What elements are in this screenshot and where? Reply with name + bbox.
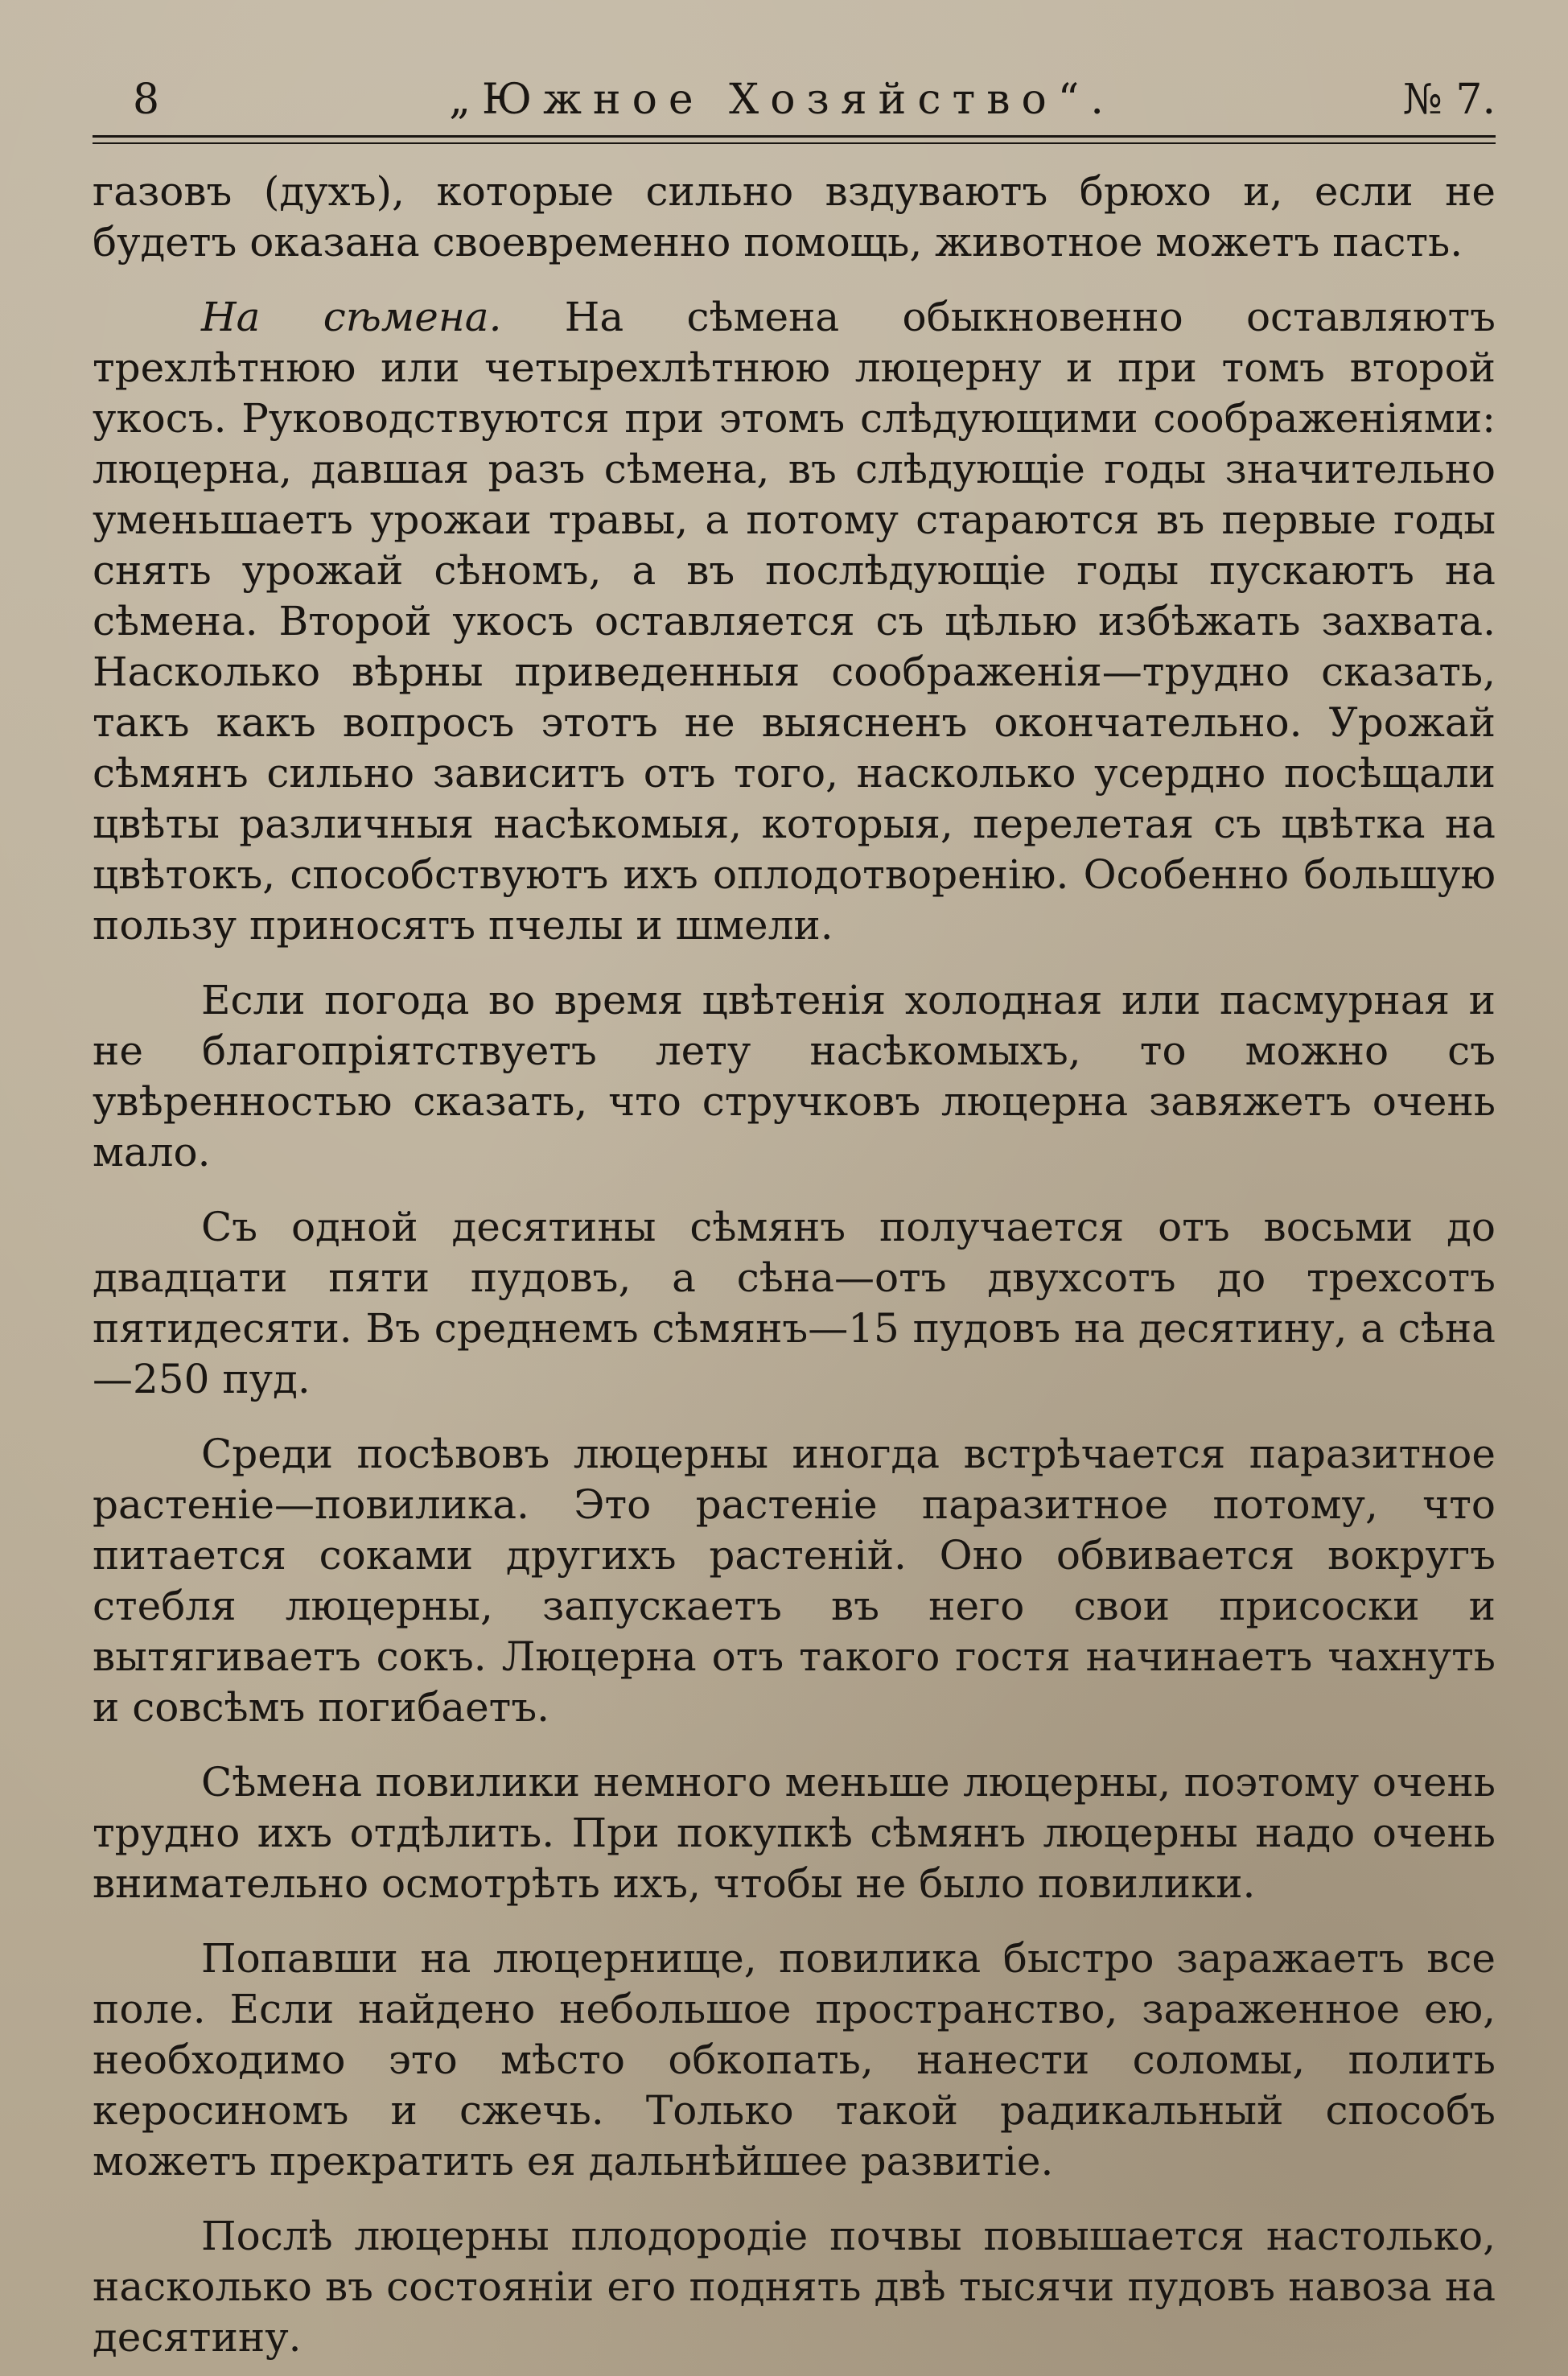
- dodder-seeds-paragraph: Сѣмена повилики немного меньше люцерны, поэтому очень трудно ихъ отдѣлить. При покупкѣ сѣмянъ люцерны надо очень внимательно осмотрѣть ихъ, чтобы не было повилики.: [93, 1759, 1496, 1907]
- journal-title: „Южное Хозяйство“.: [449, 76, 1115, 124]
- issue-number: № 7.: [1402, 76, 1496, 124]
- parasite-paragraph: Среди посѣвовъ люцерны иногда встрѣчается паразитное растеніе—повилика. Это растеніе паразитное потому, что питается соками другихъ растеній. Оно обвивается вокругъ стебля люцерны, запускаетъ въ него свои присоски и вытягиваетъ сокъ. Люцерна отъ такого гостя начинаетъ чахнуть и совсѣмъ погибаетъ.: [93, 1431, 1496, 1731]
- fertility-paragraph: Послѣ люцерны плодородіе почвы повышается настолько, насколько въ состояніи его поднять двѣ тысячи пудовъ навоза на десятину.: [93, 2213, 1496, 2361]
- page-number: 8: [133, 76, 160, 124]
- seeds-paragraph: [93, 292, 1496, 951]
- seeds-heading: На сѣмена.: [201, 294, 502, 340]
- continuation-paragraph: газовъ (духъ), которые сильно вздуваютъ брюхо и, если не будетъ оказана своевременно помощь, животное можетъ пасть.: [93, 168, 1496, 266]
- article-body: [93, 167, 1496, 2363]
- control-paragraph: Попавши на люцернище, повилика быстро заражаетъ все поле. Если найдено небольшое пространство, зараженное ею, необходимо это мѣсто обкопать, нанести соломы, полить керосиномъ и сжечь. Только такой радикальный способъ можетъ прекратить ея дальнѣйшее развитіе.: [93, 1935, 1496, 2185]
- seeds-text: На сѣмена обыкновенно оставляютъ трехлѣтнюю или четырехлѣтнюю люцерну и при томъ второй укосъ. Руководствуются при этомъ слѣдующими соображеніями: люцерна, давшая разъ сѣмена, въ слѣдующіе годы значительно уменьшаетъ урожаи травы, а потому стараются въ первые годы снять урожай сѣномъ, а въ послѣдующіе годы пускаютъ на сѣмена. Второй укосъ оставляется съ цѣлью избѣжать захвата. Насколько вѣрны приведенныя соображенія—трудно сказать, такъ какъ вопросъ этотъ не выясненъ окончательно. Урожай сѣмянъ сильно зависитъ отъ того, насколько усердно посѣщали цвѣты различныя насѣкомыя, которыя, перелетая съ цвѣтка на цвѣтокъ, способствуютъ ихъ оплодотворенію. Особенно большую пользу приносятъ пчелы и шмели.: [93, 294, 1496, 949]
- running-header: [93, 64, 1496, 124]
- weather-paragraph: Если погода во время цвѣтенія холодная или пасмурная и не благопріятствуетъ лету насѣкомыхъ, то можно съ увѣренностью сказать, что стручковъ люцерна завяжетъ очень мало.: [93, 977, 1496, 1176]
- header-rule: [93, 135, 1496, 144]
- yield-paragraph: Съ одной десятины сѣмянъ получается отъ восьми до двадцати пяти пудовъ, а сѣна—отъ двухсотъ до трехсотъ пятидесяти. Въ среднемъ сѣмянъ—15 пудовъ на десятину, а сѣна—250 пуд.: [93, 1204, 1496, 1402]
